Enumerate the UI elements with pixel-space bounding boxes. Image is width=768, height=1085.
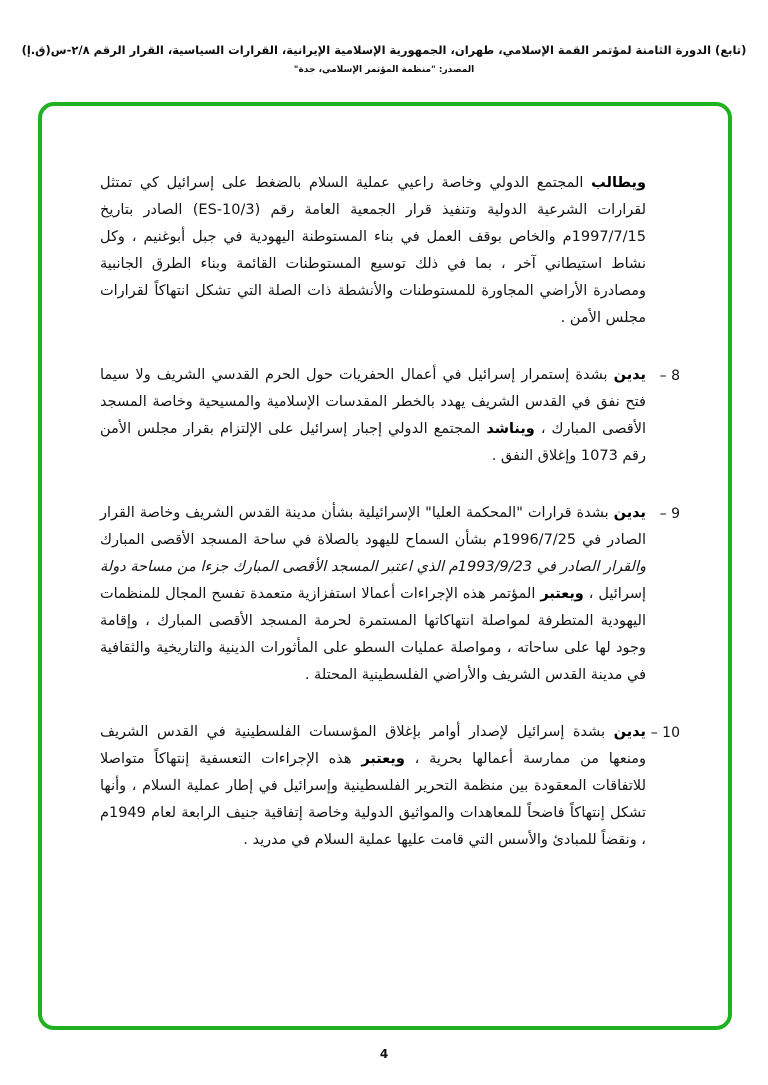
paragraph-item-10: يدين بشدة إسرائيل لإصدار أوامر بإغلاق المؤسسات الفلسطينية في القدس الشريف ومنعها من ممارسة أعمالها بحرية ، ويعتبر هذه الإجراءات التعسفية إنتهاكاً متواصلا للاتفاقات المعقودة بين منظمة التحرير الفلسطينية وإسرائيل في إطار عملية السلام ، وأنها تشكل إنتهاكاً فاضحاً للمعاهدات والمواثيق الدولية وخاصة إتفاقية جنيف الرابعة لعام 1949م ، ونقضاً للمبادئ والأسس التي قامت عليها عملية السلام في مدريد . [100,724,646,848]
item-number-10: 10 – [650,725,680,741]
list-item-8 [100,362,680,470]
paragraph-item-9: يدين بشدة قرارات "المحكمة العليا" الإسرائيلية بشأن مدينة القدس الشريف وخاصة القرار الصادر في 1996/7/25م بشأن السماح لليهود بالصلاة في ساحة المسجد الأقصى المبارك والقرار الصادر في 1993/9/23م الذي اعتبر المسجد الأقصى المبارك جزءا من مساحة دولة إسرائيل ، ويعتبر المؤتمر هذه الإجراءات أعمالا استفزازية متعمدة تفسح المجال للمنظمات اليهودية المتطرفة لمواصلة انتهاكاتها المستمرة لحرمة المسجد الأقصى المبارك ، وإقامة وجود لها على ساحاته ، ومواصلة عمليات السطو على المأثورات الدينية والتاريخية والثقافية في مدينة القدس الشريف والأراضي الفلسطينية المحتلة . [100,505,647,683]
document-header [20,42,748,75]
paragraph-item-8: يدين بشدة إستمرار إسرائيل في أعمال الحفريات حول الحرم القدسي الشريف ولا سيما فتح نفق في القدس الشريف يهدد بالخطر المقدسات الإسلامية والمسيحية وخاصة المسجد الأقصى المبارك ، ويناشد المجتمع الدولي إجبار إسرائيل على الإلتزام بقرار مجلس الأمن رقم 1073 وإغلاق النفق . [100,367,646,464]
document-body [100,170,680,854]
list-item-10 [100,719,680,854]
header-source-line: المصدر: "منظمة المؤتمر الإسلامي، جدة" [293,65,475,76]
header-title: (تابع) الدورة الثامنة لمؤتمر القمة الإسلامي، طهران، الجمهورية الإسلامية الإيرانية، القرارات السياسية، القرار الرقم ٢/٨-س(ق.إ) [21,43,747,57]
page-number: 4 [379,1047,389,1061]
item-number-9: 9 – [659,506,680,522]
list-item-9 [100,500,680,689]
item-number-8: 8 – [659,368,680,384]
paragraph-intro: ويطالب المجتمع الدولي وخاصة راعيي عملية السلام بالضغط على إسرائيل كي تمتثل لقرارات الشرعية الدولية وتنفيذ قرار الجمعية العامة رقم (ES-10/3) الصادر بتاريخ 1997/7/15م والخاص بوقف العمل في بناء المستوطنة اليهودية في جبل أبوغنيم ، وكل نشاط استيطاني آخر ، بما في ذلك توسيع المستوطنات القائمة وبناء الطرق الجانبية ومصادرة الأراضي المجاورة للمستوطنات والأنشطة ذات الصلة التي تشكل انتهاكاً لقرارات مجلس الأمن . [100,175,646,326]
